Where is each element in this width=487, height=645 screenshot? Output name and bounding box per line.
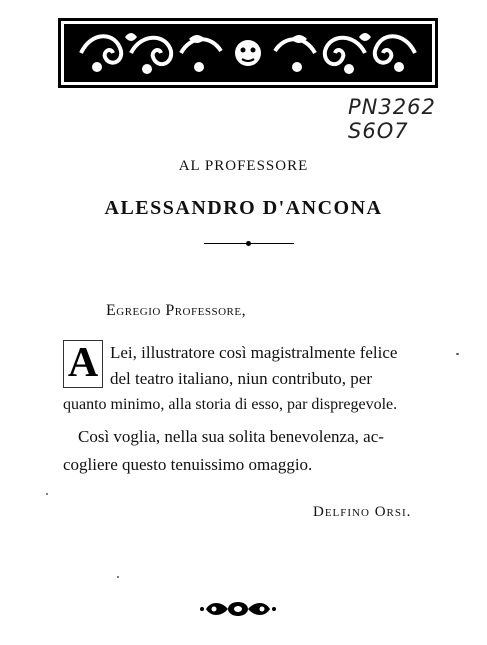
floral-headpiece — [58, 18, 438, 88]
shelfmark-annotation — [348, 95, 468, 143]
letter-line-1: Lei, illustratore così magistralmente felice — [110, 343, 398, 362]
letter-line-4: Così voglia, nella sua solita benevolenza, ac- — [78, 427, 384, 446]
salutation: Egregio Professore, — [106, 302, 247, 319]
shelfmark-line-2: S6O7 — [348, 119, 409, 143]
paper-speck — [117, 576, 119, 578]
divider-dot — [246, 241, 251, 246]
signature: Delfino Orsi. — [313, 504, 412, 520]
letter-line-5: cogliere questo tenuissimo omaggio. — [63, 455, 313, 474]
paper-speck — [456, 353, 459, 355]
letter-line-3: quanto minimo, alla storia di esso, par dispregevole. — [63, 396, 398, 413]
paper-speck — [46, 493, 48, 495]
shelfmark-line-1: PN3262 — [348, 95, 436, 119]
letter-line-2: del teatro italiano, niun contributo, per — [110, 369, 373, 388]
dedication-name: ALESSANDRO D'ANCONA — [104, 197, 383, 219]
dedication-to: AL PROFESSORE — [178, 158, 309, 174]
dropcap — [63, 340, 103, 388]
floral-ornament-icon — [61, 21, 435, 85]
floral-tailpiece-icon — [200, 598, 276, 620]
dropcap-letter: A — [67, 340, 99, 386]
